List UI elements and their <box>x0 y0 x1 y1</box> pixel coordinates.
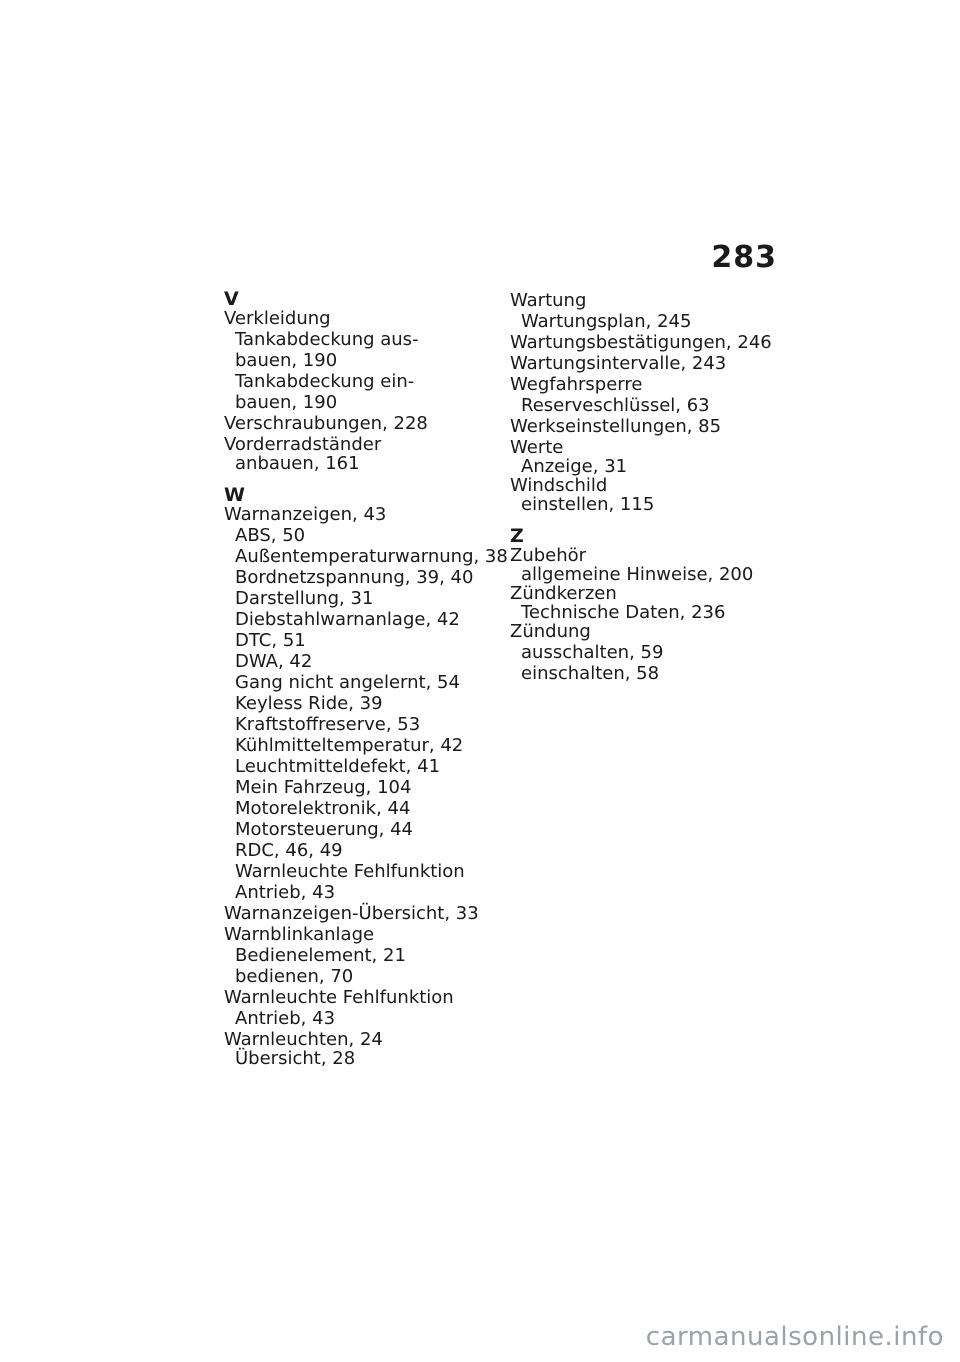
index-subentry: Antrieb, 43 <box>235 1008 336 1029</box>
index-subentry: Darstellung, 31 <box>235 588 374 609</box>
index-subentry: Kühlmitteltemperatur, 42 <box>235 735 464 756</box>
index-entry: Warnblinkanlage <box>224 924 375 945</box>
index-subentry: Übersicht, 28 <box>235 1048 356 1069</box>
index-entry: Warnanzeigen, 43 <box>224 504 387 525</box>
index-subentry: ausschalten, 59 <box>521 642 664 663</box>
index-subentry: Warnleuchte Fehlfunktion <box>235 861 465 882</box>
index-subentry: Gang nicht angelernt, 54 <box>235 672 460 693</box>
index-column-left <box>224 288 508 1069</box>
index-subentry: DTC, 51 <box>235 630 306 651</box>
index-subentry: Bedienelement, 21 <box>235 945 406 966</box>
index-subentry: bauen, 190 <box>235 392 338 413</box>
index-subentry: RDC, 46, 49 <box>235 840 343 861</box>
index-subentry: Tankabdeckung aus- <box>235 329 419 350</box>
index-subentry: Anzeige, 31 <box>521 456 628 477</box>
index-entry: Warnanzeigen-Übersicht, 33 <box>224 903 479 924</box>
index-subentry: Technische Daten, 236 <box>521 602 726 623</box>
index-subentry: Wartungsplan, 245 <box>521 311 692 332</box>
index-entry: Wartung <box>510 290 587 311</box>
watermark: carmanualsonline.info <box>645 1322 944 1352</box>
index-entry: Wartungsbestätigungen, 246 <box>510 332 772 353</box>
index-subentry: Leuchtmitteldefekt, 41 <box>235 756 441 777</box>
index-subentry: einstellen, 115 <box>521 494 655 515</box>
index-letter-heading: V <box>224 288 239 310</box>
index-subentry: Antrieb, 43 <box>235 882 336 903</box>
page-number: 283 <box>711 240 777 275</box>
index-subentry: bedienen, 70 <box>235 966 354 987</box>
index-subentry: allgemeine Hinweise, 200 <box>521 564 754 585</box>
index-subentry: Motorsteuerung, 44 <box>235 819 413 840</box>
index-entry: Wartungsintervalle, 243 <box>510 353 727 374</box>
index-subentry: Mein Fahrzeug, 104 <box>235 777 412 798</box>
index-subentry: anbauen, 161 <box>235 453 360 474</box>
index-entry: Warnleuchten, 24 <box>224 1029 383 1050</box>
index-subentry: Außentemperaturwarnung, 38 <box>235 546 508 567</box>
index-entry: Vorderradständer <box>224 434 382 455</box>
index-entry: Verschraubungen, 228 <box>224 413 428 434</box>
index-column-right <box>510 290 790 684</box>
index-entry: Wegfahrsperre <box>510 374 643 395</box>
index-subentry: bauen, 190 <box>235 350 338 371</box>
index-entry: Werkseinstellungen, 85 <box>510 416 722 437</box>
index-subentry: Kraftstoffreserve, 53 <box>235 714 421 735</box>
index-subentry: einschalten, 58 <box>521 663 660 684</box>
index-subentry: Tankabdeckung ein- <box>235 371 415 392</box>
index-entry: Zündung <box>510 621 591 642</box>
index-entry: Zündkerzen <box>510 583 617 604</box>
index-letter-heading: Z <box>510 525 524 547</box>
index-subentry: Bordnetzspannung, 39, 40 <box>235 567 474 588</box>
index-subentry: Reserveschlüssel, 63 <box>521 395 710 416</box>
index-entry: Verkleidung <box>224 308 331 329</box>
index-entry: Windschild <box>510 475 608 496</box>
index-entry: Werte <box>510 437 564 458</box>
index-subentry: Motorelektronik, 44 <box>235 798 411 819</box>
index-subentry: ABS, 50 <box>235 525 306 546</box>
index-subentry: Diebstahlwarnanlage, 42 <box>235 609 460 630</box>
index-entry: Warnleuchte Fehlfunktion <box>224 987 454 1008</box>
index-letter-heading: W <box>224 484 245 506</box>
index-entry: Zubehör <box>510 545 587 566</box>
index-subentry: Keyless Ride, 39 <box>235 693 383 714</box>
index-subentry: DWA, 42 <box>235 651 313 672</box>
